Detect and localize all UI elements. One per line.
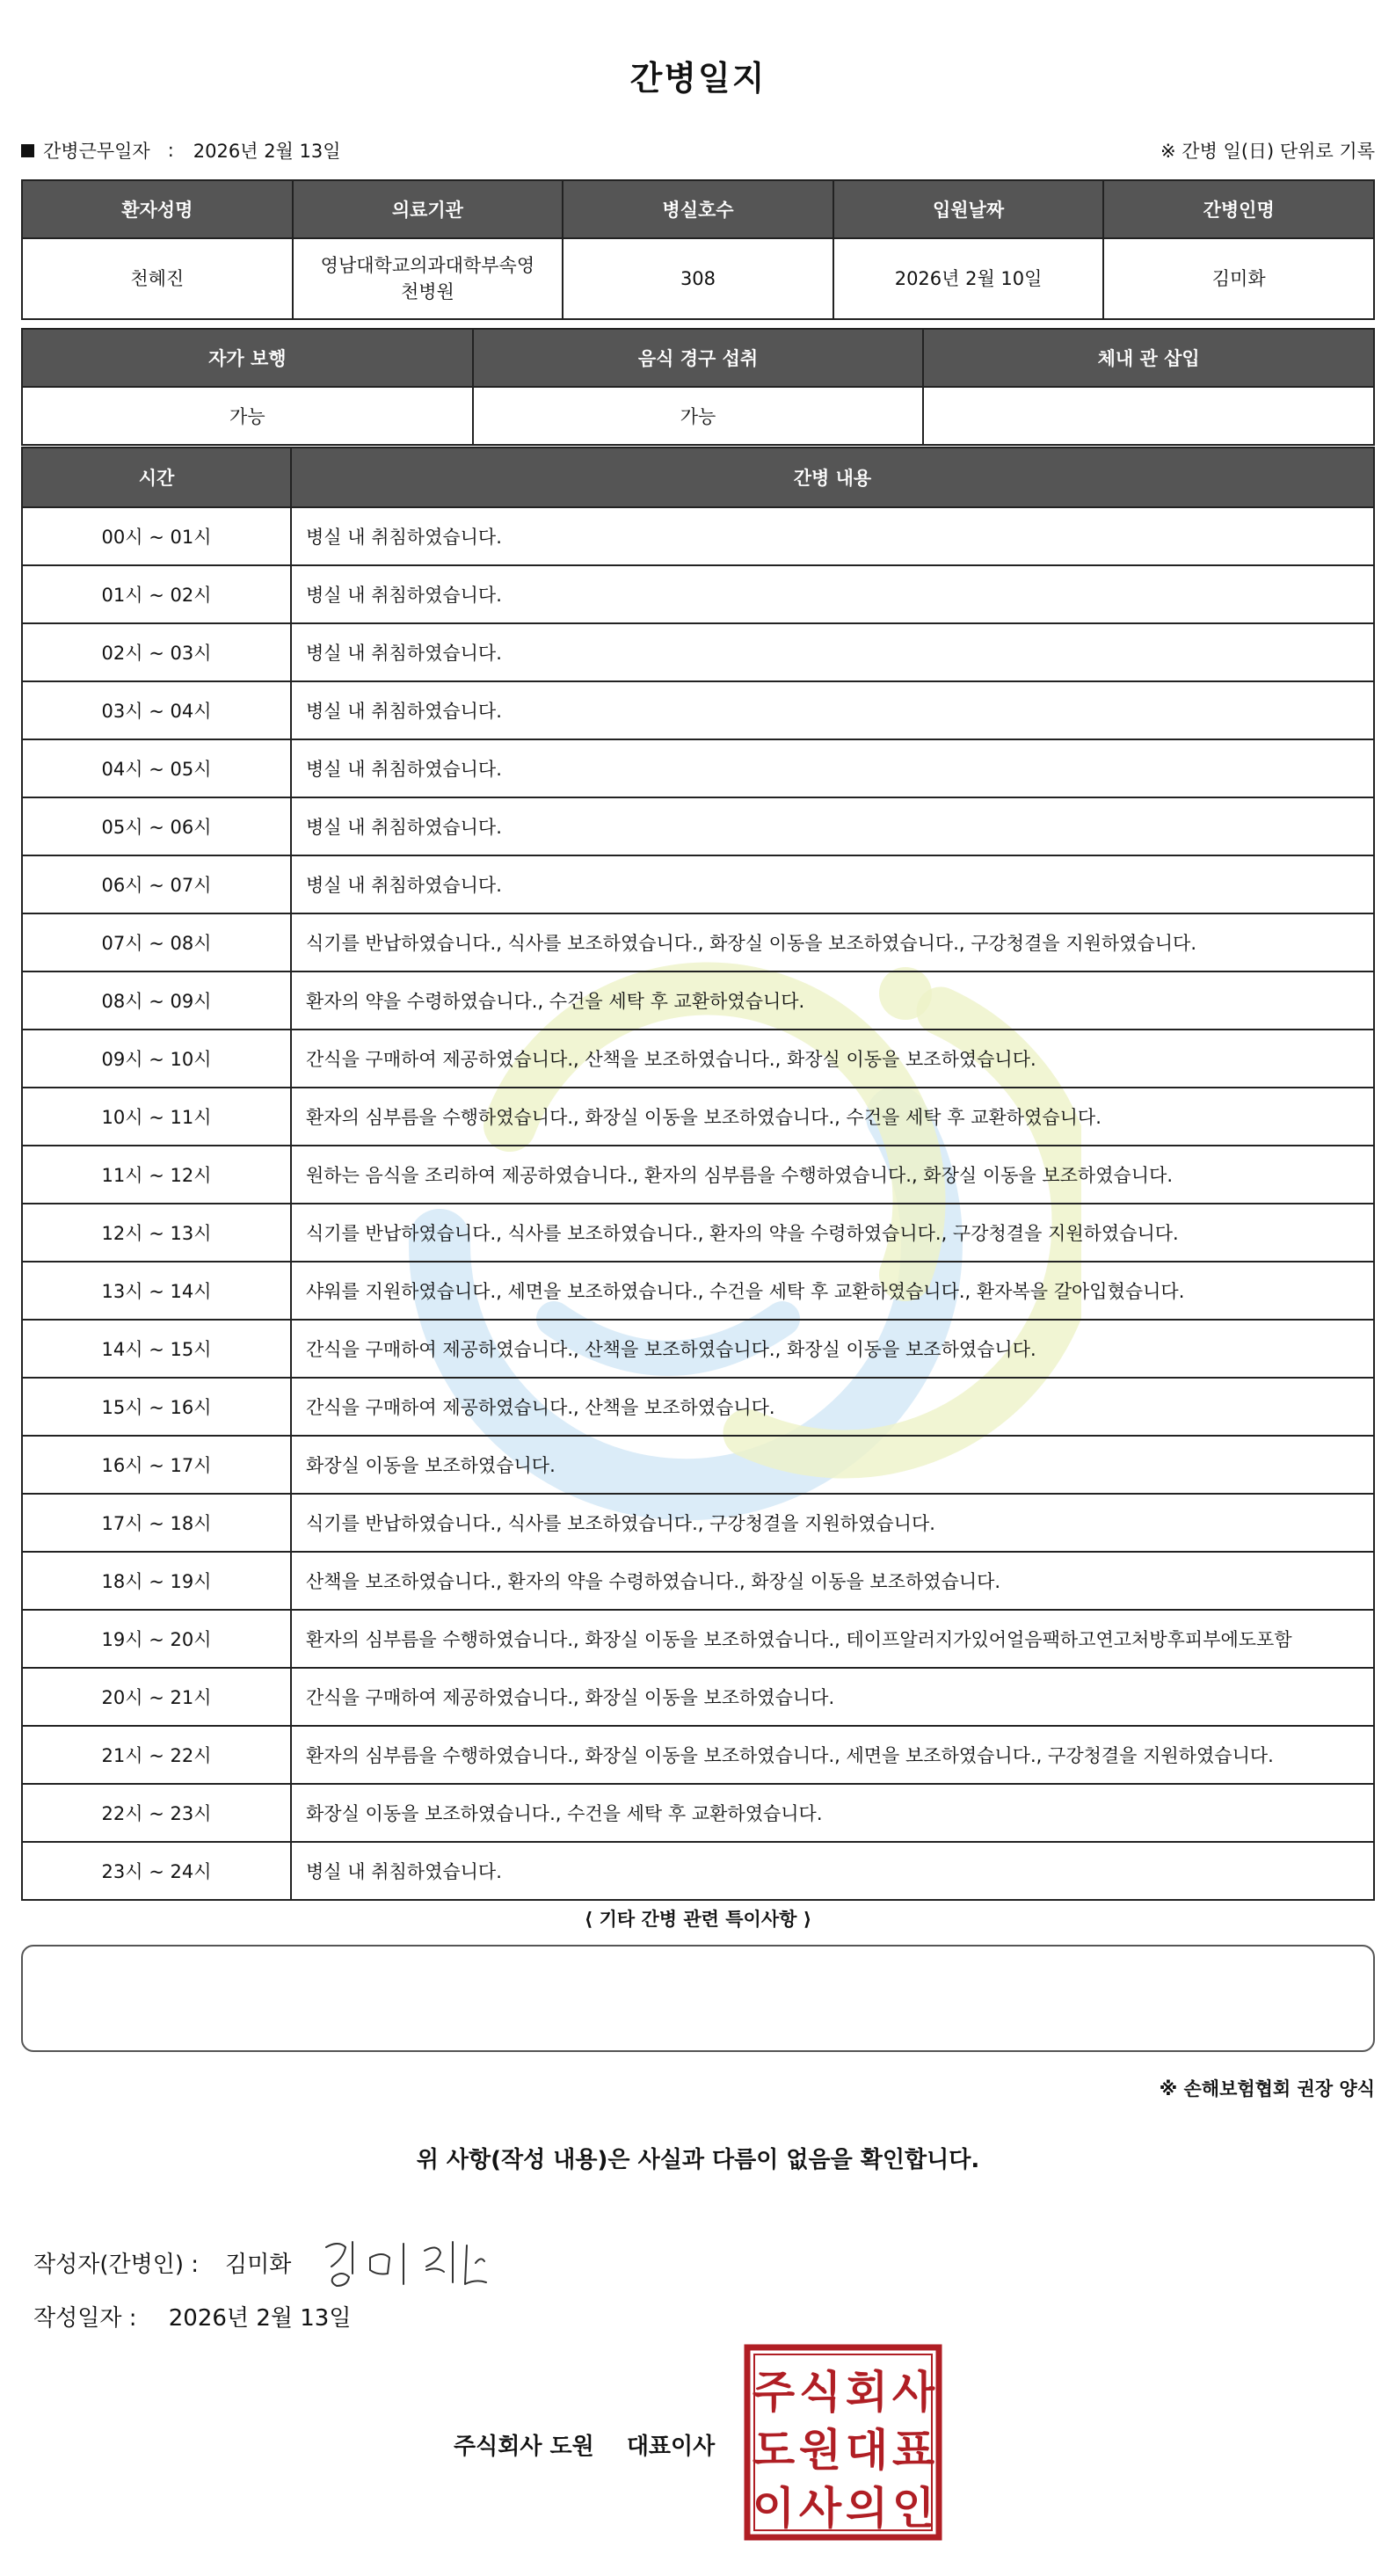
header-self-walking: 자가 보행 — [22, 329, 473, 387]
log-content: 산책을 보조하였습니다., 환자의 약을 수령하였습니다., 화장실 이동을 보조하였습니다. — [291, 1552, 1374, 1610]
log-time: 03시 ~ 04시 — [22, 681, 291, 739]
log-content: 환자의 심부름을 수행하였습니다., 화장실 이동을 보조하였습니다., 수건을 세탁 후 교환하였습니다. — [291, 1088, 1374, 1146]
writer-label: 작성자(간병인) : — [33, 2251, 200, 2278]
log-time: 16시 ~ 17시 — [22, 1436, 291, 1494]
log-row — [22, 1842, 1374, 1900]
patient-status-table — [21, 328, 1375, 446]
log-row — [22, 1494, 1374, 1552]
header-care-content: 간병 내용 — [291, 448, 1374, 507]
log-time: 06시 ~ 07시 — [22, 855, 291, 913]
seal-character: 회 — [845, 2367, 889, 2418]
write-date-value: 2026년 2월 13일 — [168, 2305, 352, 2332]
log-row — [22, 1610, 1374, 1668]
log-row — [22, 623, 1374, 681]
seal-character: 이 — [752, 2483, 796, 2534]
oral-intake-value: 가능 — [473, 387, 924, 445]
log-content: 환자의 약을 수령하였습니다., 수건을 세탁 후 교환하였습니다. — [291, 971, 1374, 1030]
log-content: 식기를 반납하였습니다., 식사를 보조하였습니다., 화장실 이동을 보조하였습니다., 구강청결을 지원하였습니다. — [291, 913, 1374, 971]
log-time: 21시 ~ 22시 — [22, 1726, 291, 1784]
tube-insertion-value — [923, 387, 1374, 445]
patient-info-table — [21, 179, 1375, 320]
work-date-value: 2026년 2월 13일 — [193, 141, 341, 162]
log-row — [22, 1378, 1374, 1436]
log-row — [22, 1320, 1374, 1378]
log-content: 간식을 구매하여 제공하였습니다., 산책을 보조하였습니다. — [291, 1378, 1374, 1436]
log-row — [22, 1030, 1374, 1088]
caregiver-name-value: 김미화 — [1103, 238, 1374, 319]
self-walking-value: 가능 — [22, 387, 473, 445]
log-content: 병실 내 취침하였습니다. — [291, 507, 1374, 565]
work-date-row — [21, 137, 1375, 165]
log-time: 00시 ~ 01시 — [22, 507, 291, 565]
header-room-number: 병실호수 — [563, 180, 833, 238]
log-time: 10시 ~ 11시 — [22, 1088, 291, 1146]
room-number-value: 308 — [563, 238, 833, 319]
log-content: 간식을 구매하여 제공하였습니다., 산책을 보조하였습니다., 화장실 이동을 보조하였습니다. — [291, 1320, 1374, 1378]
form-note: ※ 손해보험협회 권장 양식 — [1159, 2078, 1375, 2099]
log-content: 병실 내 취침하였습니다. — [291, 565, 1374, 623]
log-content: 병실 내 취침하였습니다. — [291, 739, 1374, 797]
log-row — [22, 1262, 1374, 1320]
header-caregiver-name: 간병인명 — [1103, 180, 1374, 238]
log-content: 식기를 반납하였습니다., 식사를 보조하였습니다., 구강청결을 지원하였습니다. — [291, 1494, 1374, 1552]
representative-title: 대표이사 — [626, 2434, 716, 2460]
seal-character: 원 — [798, 2425, 842, 2476]
document-title: 간병일지 — [629, 59, 767, 98]
write-date-row — [33, 2300, 351, 2332]
log-content: 병실 내 취침하였습니다. — [291, 1842, 1374, 1900]
admission-date-value: 2026년 2월 10일 — [833, 238, 1104, 319]
header-oral-intake: 음식 경구 섭취 — [473, 329, 924, 387]
log-time: 14시 ~ 15시 — [22, 1320, 291, 1378]
log-content: 샤워를 지원하였습니다., 세면을 보조하였습니다., 수건을 세탁 후 교환하였습니다., 환자복을 갈아입혔습니다. — [291, 1262, 1374, 1320]
confirmation-statement: 위 사항(작성 내용)은 사실과 다름이 없음을 확인합니다. — [416, 2147, 980, 2173]
log-time: 05시 ~ 06시 — [22, 797, 291, 855]
log-content: 식기를 반납하였습니다., 식사를 보조하였습니다., 환자의 약을 수령하였습니다., 구강청결을 지원하였습니다. — [291, 1204, 1374, 1262]
work-date-label: 간병근무일자 — [43, 141, 150, 162]
hourly-care-log-table — [21, 447, 1375, 1901]
log-time: 23시 ~ 24시 — [22, 1842, 291, 1900]
log-row — [22, 565, 1374, 623]
log-time: 15시 ~ 16시 — [22, 1378, 291, 1436]
writer-name: 김미화 — [225, 2251, 292, 2278]
log-time: 20시 ~ 21시 — [22, 1668, 291, 1726]
header-admission-date: 입원날짜 — [833, 180, 1104, 238]
seal-character: 표 — [891, 2425, 935, 2476]
log-content: 환자의 심부름을 수행하였습니다., 화장실 이동을 보조하였습니다., 테이프알러지가있어얼음팩하고연고처방후피부에도포함 — [291, 1610, 1374, 1668]
header-tube-insertion: 체내 관 삽입 — [923, 329, 1374, 387]
log-content: 원하는 음식을 조리하여 제공하였습니다., 환자의 심부름을 수행하였습니다., 화장실 이동을 보조하였습니다. — [291, 1146, 1374, 1204]
writer-row — [33, 2231, 497, 2293]
log-content: 병실 내 취침하였습니다. — [291, 623, 1374, 681]
log-row — [22, 855, 1374, 913]
header-patient-name: 환자성명 — [22, 180, 293, 238]
seal-character: 인 — [891, 2483, 935, 2534]
log-row — [22, 1668, 1374, 1726]
log-time: 11시 ~ 12시 — [22, 1146, 291, 1204]
log-row — [22, 913, 1374, 971]
write-date-label: 작성일자 : — [33, 2305, 137, 2332]
log-time: 22시 ~ 23시 — [22, 1784, 291, 1842]
seal-character: 의 — [845, 2483, 889, 2534]
log-row — [22, 681, 1374, 739]
seal-character: 대 — [845, 2425, 889, 2476]
square-bullet-icon — [21, 144, 34, 157]
log-row — [22, 1552, 1374, 1610]
log-time: 07시 ~ 08시 — [22, 913, 291, 971]
log-time: 13시 ~ 14시 — [22, 1262, 291, 1320]
unit-note: ※ 간병 일(日) 단위로 기록 — [1160, 141, 1375, 162]
company-name: 주식회사 도원 — [454, 2434, 594, 2460]
log-row — [22, 1146, 1374, 1204]
log-time: 04시 ~ 05시 — [22, 739, 291, 797]
seal-character: 사 — [891, 2367, 935, 2418]
log-time: 19시 ~ 20시 — [22, 1610, 291, 1668]
company-row — [454, 2428, 715, 2461]
log-row — [22, 739, 1374, 797]
hospital-value: 영남대학교의과대학부속영천병원 — [293, 238, 563, 319]
work-date-separator: : — [167, 140, 174, 161]
seal-character: 주 — [752, 2367, 796, 2418]
log-content: 화장실 이동을 보조하였습니다. — [291, 1436, 1374, 1494]
company-seal-stamp — [744, 2344, 942, 2541]
log-content: 병실 내 취침하였습니다. — [291, 797, 1374, 855]
log-time: 17시 ~ 18시 — [22, 1494, 291, 1552]
handwritten-signature — [321, 2231, 497, 2293]
log-time: 08시 ~ 09시 — [22, 971, 291, 1030]
log-row — [22, 1436, 1374, 1494]
log-rows — [22, 507, 1374, 1900]
seal-character: 도 — [752, 2425, 796, 2476]
log-time: 12시 ~ 13시 — [22, 1204, 291, 1262]
log-row — [22, 971, 1374, 1030]
log-content: 화장실 이동을 보조하였습니다., 수건을 세탁 후 교환하였습니다. — [291, 1784, 1374, 1842]
seal-character: 식 — [798, 2367, 842, 2418]
log-content: 간식을 구매하여 제공하였습니다., 산책을 보조하였습니다., 화장실 이동을 보조하였습니다. — [291, 1030, 1374, 1088]
log-time: 09시 ~ 10시 — [22, 1030, 291, 1088]
header-time: 시간 — [22, 448, 291, 507]
log-content: 병실 내 취침하였습니다. — [291, 855, 1374, 913]
remarks-title: ⟨ 기타 간병 관련 특이사항 ⟩ — [584, 1909, 812, 1930]
seal-character: 사 — [798, 2483, 842, 2534]
log-content: 간식을 구매하여 제공하였습니다., 화장실 이동을 보조하였습니다. — [291, 1668, 1374, 1726]
log-time: 18시 ~ 19시 — [22, 1552, 291, 1610]
log-row — [22, 1784, 1374, 1842]
log-content: 환자의 심부름을 수행하였습니다., 화장실 이동을 보조하였습니다., 세면을 보조하였습니다., 구강청결을 지원하였습니다. — [291, 1726, 1374, 1784]
log-time: 02시 ~ 03시 — [22, 623, 291, 681]
log-content: 병실 내 취침하였습니다. — [291, 681, 1374, 739]
log-time: 01시 ~ 02시 — [22, 565, 291, 623]
log-row — [22, 1726, 1374, 1784]
header-hospital: 의료기관 — [293, 180, 563, 238]
patient-name-value: 천혜진 — [22, 238, 293, 319]
log-row — [22, 1088, 1374, 1146]
log-row — [22, 1204, 1374, 1262]
log-row — [22, 507, 1374, 565]
log-row — [22, 797, 1374, 855]
remarks-box — [21, 1945, 1375, 2052]
